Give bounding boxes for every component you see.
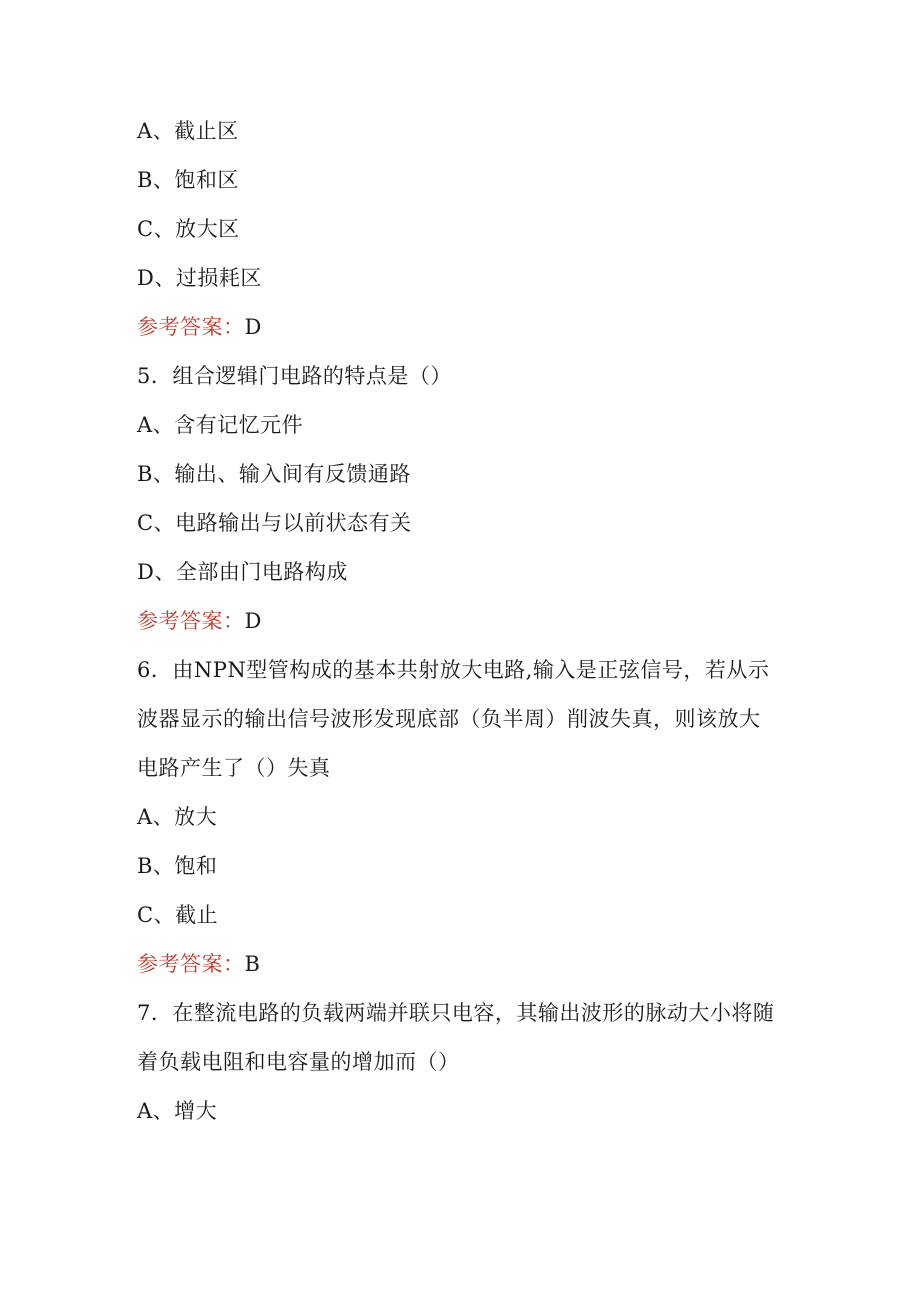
q6-option-c: C、截止 (137, 903, 219, 927)
q5-stem: 5．组合逻辑门电路的特点是（） (137, 364, 452, 388)
q6-option-a: A、放大 (137, 805, 218, 829)
q6-answer (137, 949, 260, 979)
q6-stem-line-3: 电路产生了（）失真 (137, 756, 331, 780)
q5-option-c: C、电路输出与以前状态有关 (137, 511, 412, 535)
q7-option-a: A、增大 (137, 1099, 218, 1123)
answer-label: 参考答案： (137, 952, 245, 976)
q6-stem-line-2: 波器显示的输出信号波形发现底部（负半周）削波失真，则该放大 (137, 707, 761, 731)
q4-option-b: B、饱和区 (137, 168, 239, 192)
q4-answer (137, 312, 262, 342)
q6-stem-line-1: 6．由NPN型管构成的基本共射放大电路,输入是正弦信号，若从示 (137, 658, 770, 682)
q5-option-a: A、含有记忆元件 (137, 413, 304, 437)
q4-option-c: C、放大区 (137, 217, 240, 241)
q6-option-b: B、饱和 (137, 854, 218, 878)
q7-stem-line-1: 7．在整流电路的负载两端并联只电容，其输出波形的脉动大小将随 (137, 1001, 775, 1025)
answer-label: 参考答案： (137, 315, 245, 339)
q4-option-a: A、截止区 (137, 119, 239, 143)
q4-option-d: D、过损耗区 (137, 266, 262, 290)
answer-value: B (244, 952, 261, 976)
q5-option-d: D、全部由门电路构成 (137, 560, 348, 584)
answer-label: 参考答案： (137, 609, 245, 633)
q5-answer (137, 606, 262, 636)
q7-stem-line-2: 着负载电阻和电容量的增加而（） (137, 1050, 460, 1074)
q5-option-b: B、输出、输入间有反馈通路 (137, 462, 411, 486)
answer-value: D (244, 315, 262, 339)
answer-value: D (244, 609, 262, 633)
